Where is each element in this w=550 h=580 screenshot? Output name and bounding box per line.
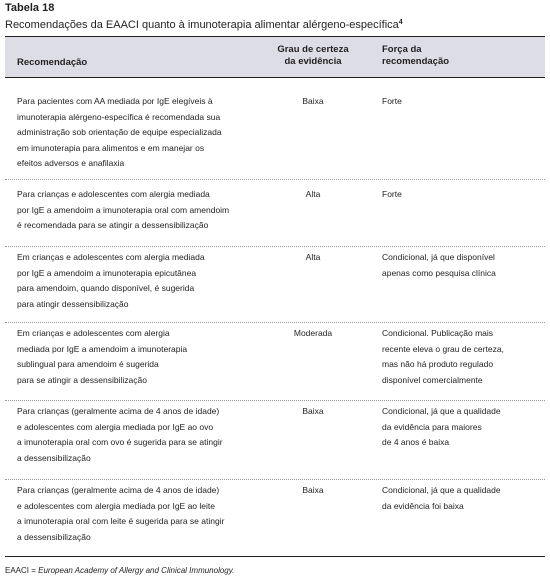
- cell-forca: Condicional, já que a qualidade da evidência foi baixa: [382, 485, 501, 511]
- table-footnote: [5, 566, 234, 576]
- header-forca-da-recomendacao: Força da recomendação: [382, 44, 450, 67]
- header-recomendacao: Recomendação: [17, 57, 88, 68]
- cell-grau: Baixa: [302, 485, 324, 495]
- caption-reference: 4: [398, 19, 403, 26]
- cell-recomendacao: Em crianças e adolescentes com alergia mediada por IgE a amendoim a imunoterapia epicutânea para amendoim, quando disponível, é sugerida para atingir dessensibilização: [17, 252, 205, 309]
- table-row: [5, 247, 545, 323]
- table-row: [5, 180, 545, 247]
- header-grau-de-certeza: Grau de certeza da evidência: [277, 44, 349, 67]
- cell-recomendacao: Em crianças e adolescentes com alergia mediada por IgE a amendoim a imunoterapia sublingual para amendoim é sugerida para se atingir a dessensibilização: [17, 328, 188, 385]
- table-row: [5, 401, 545, 480]
- cell-forca: Condicional, já que a qualidade da evidência para maiores de 4 anos é baixa: [382, 406, 501, 447]
- cell-grau: Baixa: [302, 96, 324, 106]
- cell-recomendacao: Para crianças e adolescentes com alergia mediada por IgE a amendoim a imunoterapia oral com amendoim é recomendada para se atingir a dessensibilização: [17, 189, 230, 230]
- table-label: Tabela 18: [5, 2, 55, 14]
- cell-grau: Alta: [305, 189, 321, 199]
- table-caption: [5, 16, 403, 32]
- footnote-abbreviation: EAACI =: [5, 566, 36, 575]
- cell-forca: Condicional, já que disponível apenas como pesquisa clínica: [382, 252, 496, 278]
- cell-forca: Forte: [382, 96, 402, 106]
- cell-forca: Forte: [382, 189, 402, 199]
- cell-recomendacao: Para crianças (geralmente acima de 4 anos de idade) e adolescentes com alergia mediada por IgE ao leite a imunoterapia oral com leite é sugerida para se atingir a dessensibilização: [17, 485, 225, 542]
- table-row: [5, 78, 545, 180]
- table-row: [5, 323, 545, 401]
- cell-recomendacao: Para pacientes com AA mediada por IgE elegíveis à imunoterapia alérgeno-específica é recomendada sua administração sob orientação de equipe especializada em imunoterapia para alimentos e em manejar os efeitos adversos e anafilaxia: [17, 96, 222, 168]
- table-row: [5, 480, 545, 556]
- cell-recomendacao: Para crianças (geralmente acima de 4 anos de idade) e adolescentes com alergia mediada por IgE ao ovo a imunoterapia oral com ovo é sugerida para se atingir a dessensibilização: [17, 406, 223, 463]
- footnote-expansion: European Academy of Allergy and Clinical Immunology.: [38, 566, 235, 575]
- cell-grau: Baixa: [302, 406, 324, 416]
- cell-grau: Moderada: [293, 328, 333, 338]
- cell-forca: Condicional. Publicação mais recente eleva o grau de certeza, mas não há produto regulado disponível comercialmente: [382, 328, 504, 385]
- caption-text: Recomendações da EAACI quanto à imunoterapia alimentar alérgeno-específica: [5, 19, 399, 31]
- table-bottom-rule: [5, 556, 545, 557]
- table-header: [5, 36, 545, 78]
- cell-grau: Alta: [305, 252, 321, 262]
